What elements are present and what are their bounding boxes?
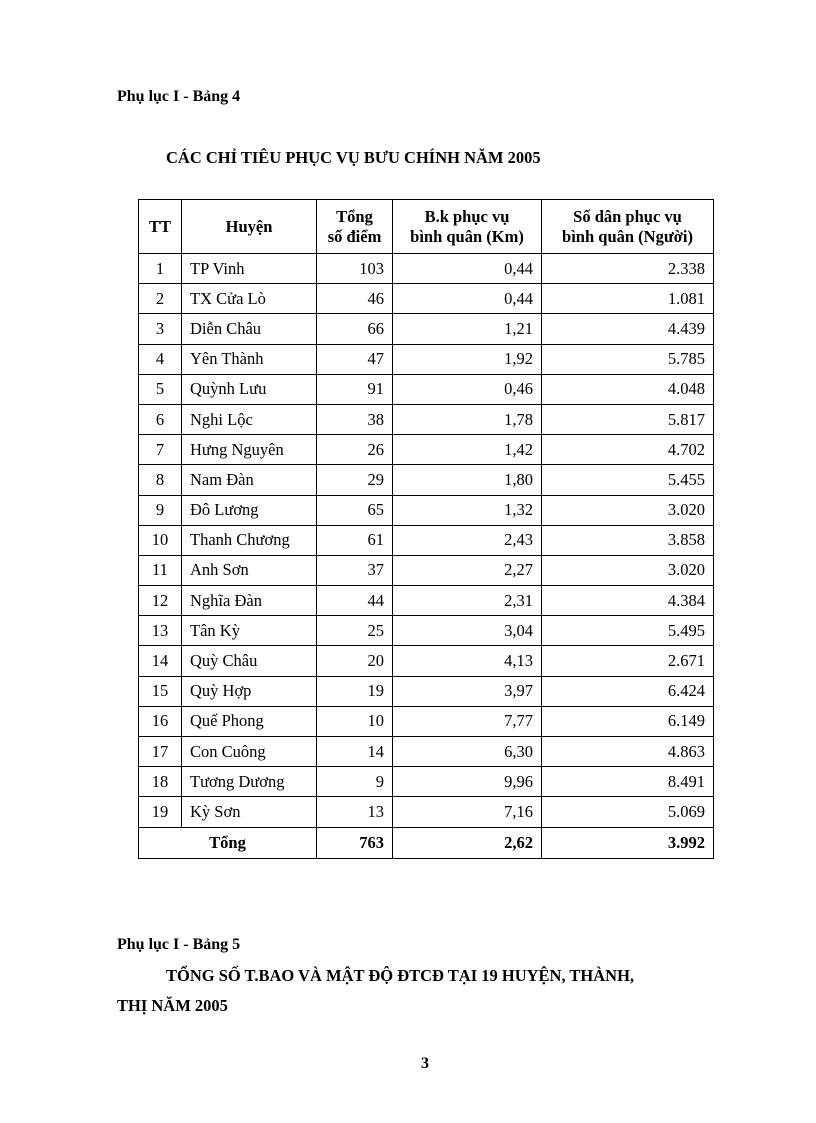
table-row xyxy=(139,555,714,585)
cell-total-points: 47 xyxy=(317,344,393,374)
cell-service-radius: 1,92 xyxy=(393,344,542,374)
table-row xyxy=(139,495,714,525)
cell-district: Đô Lương xyxy=(182,495,317,525)
table-row xyxy=(139,706,714,736)
table-body xyxy=(139,254,714,828)
cell-people-served: 4.048 xyxy=(542,374,714,404)
cell-district: Nghi Lộc xyxy=(182,404,317,434)
cell-total-points: 13 xyxy=(317,797,393,827)
cell-service-radius: 6,30 xyxy=(393,737,542,767)
header-total-points xyxy=(317,200,393,254)
table-row xyxy=(139,616,714,646)
table-row xyxy=(139,404,714,434)
cell-district: Kỳ Sơn xyxy=(182,797,317,827)
total-radius: 2,62 xyxy=(393,827,542,858)
cell-total-points: 10 xyxy=(317,706,393,736)
cell-district: Yên Thành xyxy=(182,344,317,374)
cell-service-radius: 1,32 xyxy=(393,495,542,525)
cell-tt: 13 xyxy=(139,616,182,646)
cell-district: Anh Sơn xyxy=(182,555,317,585)
total-people: 3.992 xyxy=(542,827,714,858)
header-people-served-line1: Số dân phục vụ xyxy=(573,206,682,226)
cell-people-served: 3.858 xyxy=(542,525,714,555)
header-district: Huyện xyxy=(182,200,317,254)
header-total-points-line2: số điểm xyxy=(327,226,382,246)
cell-people-served: 3.020 xyxy=(542,495,714,525)
table-row xyxy=(139,374,714,404)
table-row xyxy=(139,676,714,706)
cell-people-served: 5.817 xyxy=(542,404,714,434)
cell-people-served: 2.671 xyxy=(542,646,714,676)
cell-district: Hưng Nguyên xyxy=(182,435,317,465)
cell-service-radius: 0,44 xyxy=(393,284,542,314)
table-row xyxy=(139,737,714,767)
cell-people-served: 6.149 xyxy=(542,706,714,736)
cell-total-points: 37 xyxy=(317,555,393,585)
cell-service-radius: 2,27 xyxy=(393,555,542,585)
cell-tt: 9 xyxy=(139,495,182,525)
header-total-points-line1: Tổng xyxy=(336,206,373,226)
cell-people-served: 5.785 xyxy=(542,344,714,374)
cell-service-radius: 1,42 xyxy=(393,435,542,465)
total-points: 763 xyxy=(317,827,393,858)
cell-total-points: 14 xyxy=(317,737,393,767)
cell-tt: 10 xyxy=(139,525,182,555)
cell-service-radius: 7,77 xyxy=(393,706,542,736)
cell-total-points: 66 xyxy=(317,314,393,344)
postal-service-indicators-table xyxy=(138,199,714,859)
header-service-radius-line1: B.k phục vụ xyxy=(424,206,510,226)
cell-total-points: 38 xyxy=(317,404,393,434)
cell-people-served: 5.069 xyxy=(542,797,714,827)
cell-people-served: 2.338 xyxy=(542,254,714,284)
cell-district: Diễn Châu xyxy=(182,314,317,344)
cell-service-radius: 2,43 xyxy=(393,525,542,555)
cell-total-points: 29 xyxy=(317,465,393,495)
table-header-row xyxy=(139,200,714,254)
table-row xyxy=(139,284,714,314)
cell-district: TP Vinh xyxy=(182,254,317,284)
cell-district: Quỳ Châu xyxy=(182,646,317,676)
cell-tt: 5 xyxy=(139,374,182,404)
cell-district: Thanh Chương xyxy=(182,525,317,555)
table-4-title: CÁC CHỈ TIÊU PHỤC VỤ BƯU CHÍNH NĂM 2005 xyxy=(166,148,541,167)
cell-district: Nam Đàn xyxy=(182,465,317,495)
table-5-title-line2: THỊ NĂM 2005 xyxy=(117,996,228,1015)
cell-service-radius: 3,97 xyxy=(393,676,542,706)
cell-tt: 6 xyxy=(139,404,182,434)
cell-tt: 18 xyxy=(139,767,182,797)
table-row xyxy=(139,797,714,827)
cell-service-radius: 4,13 xyxy=(393,646,542,676)
cell-people-served: 6.424 xyxy=(542,676,714,706)
table-row xyxy=(139,586,714,616)
cell-service-radius: 1,21 xyxy=(393,314,542,344)
cell-district: Tương Dương xyxy=(182,767,317,797)
header-tt: TT xyxy=(139,200,182,254)
table-row xyxy=(139,465,714,495)
cell-tt: 17 xyxy=(139,737,182,767)
cell-total-points: 19 xyxy=(317,676,393,706)
cell-district: Quỳnh Lưu xyxy=(182,374,317,404)
cell-tt: 4 xyxy=(139,344,182,374)
table-5-title-line1: TỔNG SỐ T.BAO VÀ MẬT ĐỘ ĐTCĐ TẠI 19 HUYỆN, THÀNH, xyxy=(166,966,635,985)
cell-tt: 2 xyxy=(139,284,182,314)
cell-tt: 3 xyxy=(139,314,182,344)
table-row xyxy=(139,344,714,374)
cell-people-served: 4.702 xyxy=(542,435,714,465)
table-row xyxy=(139,646,714,676)
cell-district: Nghĩa Đàn xyxy=(182,586,317,616)
cell-service-radius: 9,96 xyxy=(393,767,542,797)
cell-district: Quỳ Hợp xyxy=(182,676,317,706)
page-number: 3 xyxy=(421,1055,429,1072)
table-row xyxy=(139,525,714,555)
cell-people-served: 5.495 xyxy=(542,616,714,646)
cell-district: Tân Kỳ xyxy=(182,616,317,646)
cell-tt: 1 xyxy=(139,254,182,284)
cell-total-points: 91 xyxy=(317,374,393,404)
cell-total-points: 26 xyxy=(317,435,393,465)
cell-total-points: 61 xyxy=(317,525,393,555)
table-row xyxy=(139,435,714,465)
cell-total-points: 9 xyxy=(317,767,393,797)
table-total-row xyxy=(139,827,714,858)
cell-tt: 19 xyxy=(139,797,182,827)
cell-service-radius: 3,04 xyxy=(393,616,542,646)
appendix-heading-table-4: Phụ lục I - Bảng 4 xyxy=(117,88,241,105)
cell-people-served: 1.081 xyxy=(542,284,714,314)
cell-tt: 14 xyxy=(139,646,182,676)
cell-total-points: 44 xyxy=(317,586,393,616)
cell-service-radius: 7,16 xyxy=(393,797,542,827)
cell-people-served: 3.020 xyxy=(542,555,714,585)
table-row xyxy=(139,254,714,284)
table-row xyxy=(139,314,714,344)
cell-tt: 7 xyxy=(139,435,182,465)
cell-total-points: 46 xyxy=(317,284,393,314)
cell-tt: 15 xyxy=(139,676,182,706)
header-people-served xyxy=(542,200,714,254)
cell-total-points: 25 xyxy=(317,616,393,646)
header-people-served-line2: bình quân (Người) xyxy=(562,226,693,246)
cell-people-served: 4.384 xyxy=(542,586,714,616)
cell-total-points: 103 xyxy=(317,254,393,284)
cell-district: TX Cửa Lò xyxy=(182,284,317,314)
header-service-radius xyxy=(393,200,542,254)
cell-service-radius: 0,46 xyxy=(393,374,542,404)
total-label: Tổng xyxy=(139,827,317,858)
cell-people-served: 5.455 xyxy=(542,465,714,495)
cell-service-radius: 1,78 xyxy=(393,404,542,434)
cell-total-points: 65 xyxy=(317,495,393,525)
cell-service-radius: 2,31 xyxy=(393,586,542,616)
cell-district: Con Cuông xyxy=(182,737,317,767)
cell-tt: 12 xyxy=(139,586,182,616)
cell-people-served: 4.439 xyxy=(542,314,714,344)
appendix-heading-table-5: Phụ lục I - Bảng 5 xyxy=(117,936,241,953)
cell-service-radius: 1,80 xyxy=(393,465,542,495)
table-row xyxy=(139,767,714,797)
cell-service-radius: 0,44 xyxy=(393,254,542,284)
cell-total-points: 20 xyxy=(317,646,393,676)
cell-tt: 16 xyxy=(139,706,182,736)
header-service-radius-line2: bình quân (Km) xyxy=(410,226,524,246)
cell-tt: 11 xyxy=(139,555,182,585)
cell-people-served: 8.491 xyxy=(542,767,714,797)
cell-tt: 8 xyxy=(139,465,182,495)
cell-people-served: 4.863 xyxy=(542,737,714,767)
cell-district: Quế Phong xyxy=(182,706,317,736)
